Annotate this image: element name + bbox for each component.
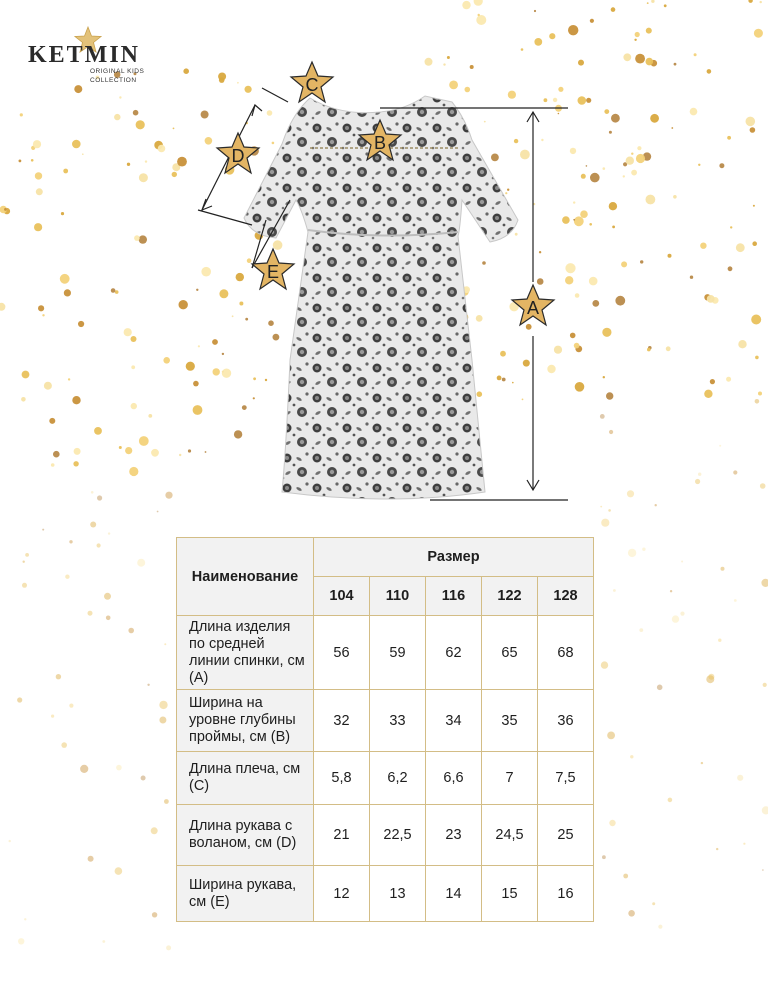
row-label-shoulder: Длина плеча, см (С) bbox=[177, 752, 314, 805]
table-cell: 25 bbox=[538, 805, 594, 866]
table-cell: 15 bbox=[482, 866, 538, 922]
row-label-length: Длина изделия по средней линии спинки, см (А) bbox=[177, 616, 314, 690]
measurement-star-e bbox=[252, 249, 294, 289]
table-row bbox=[177, 866, 594, 922]
table-row bbox=[177, 690, 594, 752]
brand-name: KETMIN bbox=[28, 42, 141, 68]
table-cell: 36 bbox=[538, 690, 594, 752]
table-cell: 65 bbox=[482, 616, 538, 690]
label-c: C bbox=[305, 75, 319, 95]
table-cell: 24,5 bbox=[482, 805, 538, 866]
table-row bbox=[177, 805, 594, 866]
table-cell: 22,5 bbox=[370, 805, 426, 866]
table-cell: 12 bbox=[314, 866, 370, 922]
brand-tagline-line1: ORIGINAL KIDS bbox=[90, 68, 145, 75]
table-cell: 6,6 bbox=[426, 752, 482, 805]
table-cell: 59 bbox=[370, 616, 426, 690]
table-cell: 6,2 bbox=[370, 752, 426, 805]
table-cell: 16 bbox=[538, 866, 594, 922]
table-cell: 32 bbox=[314, 690, 370, 752]
table-row bbox=[177, 752, 594, 805]
table-cell: 33 bbox=[370, 690, 426, 752]
label-d: D bbox=[231, 146, 245, 166]
size-122: 122 bbox=[482, 577, 538, 616]
header-name: Наименование bbox=[177, 538, 314, 616]
label-a: A bbox=[526, 298, 540, 318]
label-e: E bbox=[266, 262, 280, 282]
table-cell: 7,5 bbox=[538, 752, 594, 805]
brand-tagline-line2: COLLECTION bbox=[90, 77, 137, 84]
table-cell: 23 bbox=[426, 805, 482, 866]
table-cell: 68 bbox=[538, 616, 594, 690]
table-cell: 56 bbox=[314, 616, 370, 690]
dress-measurement-diagram bbox=[190, 60, 590, 510]
measurement-star-a bbox=[512, 285, 554, 325]
table-cell: 34 bbox=[426, 690, 482, 752]
dress-silhouette bbox=[244, 96, 518, 499]
brand-logo bbox=[26, 36, 166, 96]
size-104: 104 bbox=[314, 577, 370, 616]
size-128: 128 bbox=[538, 577, 594, 616]
table-header-row bbox=[177, 538, 594, 577]
header-size: Размер bbox=[314, 538, 594, 577]
row-label-sleeve-length: Длина рукава с воланом, см (D) bbox=[177, 805, 314, 866]
table-cell: 13 bbox=[370, 866, 426, 922]
row-label-sleeve-width: Ширина рукава, см (Е) bbox=[177, 866, 314, 922]
size-116: 116 bbox=[426, 577, 482, 616]
table-cell: 7 bbox=[482, 752, 538, 805]
table-cell: 21 bbox=[314, 805, 370, 866]
table-cell: 5,8 bbox=[314, 752, 370, 805]
table-cell: 35 bbox=[482, 690, 538, 752]
table-row bbox=[177, 616, 594, 690]
table-cell: 14 bbox=[426, 866, 482, 922]
measurement-star-c bbox=[291, 62, 333, 102]
size-chart-table bbox=[176, 537, 594, 922]
table-cell: 62 bbox=[426, 616, 482, 690]
row-label-width: Ширина на уровне глубины проймы, см (В) bbox=[177, 690, 314, 752]
label-b: B bbox=[373, 133, 387, 153]
size-110: 110 bbox=[370, 577, 426, 616]
